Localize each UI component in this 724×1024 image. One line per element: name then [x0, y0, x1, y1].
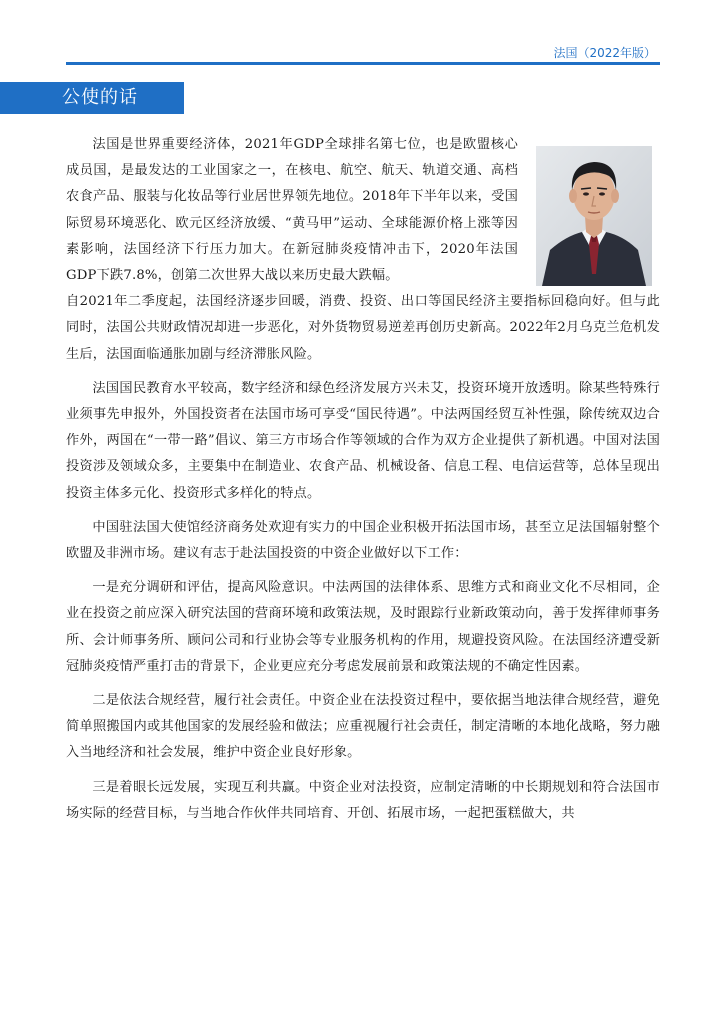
section-title: 公使的话 [62, 87, 138, 108]
header-rule [66, 62, 660, 65]
paragraph-5: 二是依法合规经营，履行社会责任。中资企业在法投资过程中，要依据当地法律合规经营，避免简单照搬国内或其他国家的发展经验和做法；应重视履行社会责任，制定清晰的本地化战略，努力融入当地经济和社会发展，维护中资企业良好形象。 [66, 693, 660, 761]
paragraph-1-part-2: 自2021年二季度起，法国经济逐步回暖，消费、投资、出口等国民经济主要指标回稳向好。但与此同时，法国公共财政情况却进一步恶化，对外货物贸易逆差再创历史新高。2022年2月乌克兰危机发生后，法国面临通胀加剧与经济滞胀风险。 [66, 294, 660, 362]
paragraph-1-part-1: 法国是世界重要经济体，2021年GDP全球排名第七位，也是欧盟核心成员国，是最发达的工业国家之一，在核电、航空、航天、轨道交通、高档农食产品、服装与化妆品等行业居世界领先地位。2018年下半年以来，受国际贸易环境恶化、欧元区经济放缓、“黄马甲”运动、全球能源价格上涨等因素影响，法国经济下行压力加大。在新冠肺炎疫情冲击下，2020年法国GDP下跌7.8%，创第二次世界大战以来历史最大跌幅。 [66, 137, 518, 284]
paragraph-3: 中国驻法国大使馆经济商务处欢迎有实力的中国企业积极开拓法国市场，甚至立足法国辐射整个欧盟及非洲市场。建议有志于赴法国投资的中资企业做好以下工作： [66, 519, 660, 562]
paragraph-4: 一是充分调研和评估，提高风险意识。中法两国的法律体系、思维方式和商业文化不尽相同，企业在投资之前应深入研究法国的营商环境和政策法规，及时跟踪行业新政策动向，善于发挥律师事务所、会计师事务所、顾问公司和行业协会等专业服务机构的作用，规避投资风险。在法国经济遭受新冠肺炎疫情严重打击的背景下，企业更应充分考虑发展前景和政策法规的不确定性因素。 [66, 580, 660, 674]
body-text [66, 132, 660, 835]
section-banner [0, 82, 184, 114]
running-header: 法国（2022年版） [553, 46, 656, 60]
paragraph-6: 三是着眼长远发展，实现互利共赢。中资企业对法投资，应制定清晰的中长期规划和符合法国市场实际的经营目标，与当地合作伙伴共同培育、开创、拓展市场，一起把蛋糕做大，共 [66, 779, 660, 821]
paragraph-2: 法国国民教育水平较高，数字经济和绿色经济发展方兴未艾，投资环境开放透明。除某些特殊行业须事先申报外，外国投资者在法国市场可享受“国民待遇”。中法两国经贸互补性强，除传统双边合作外，两国在“一带一路”倡议、第三方市场合作等领域的合作为双方企业提供了新机遇。中国对法国投资涉及领域众多，主要集中在制造业、农食产品、机械设备、信息工程、电信运营等，总体呈现出投资主体多元化、投资形式多样化的特点。 [66, 380, 660, 501]
